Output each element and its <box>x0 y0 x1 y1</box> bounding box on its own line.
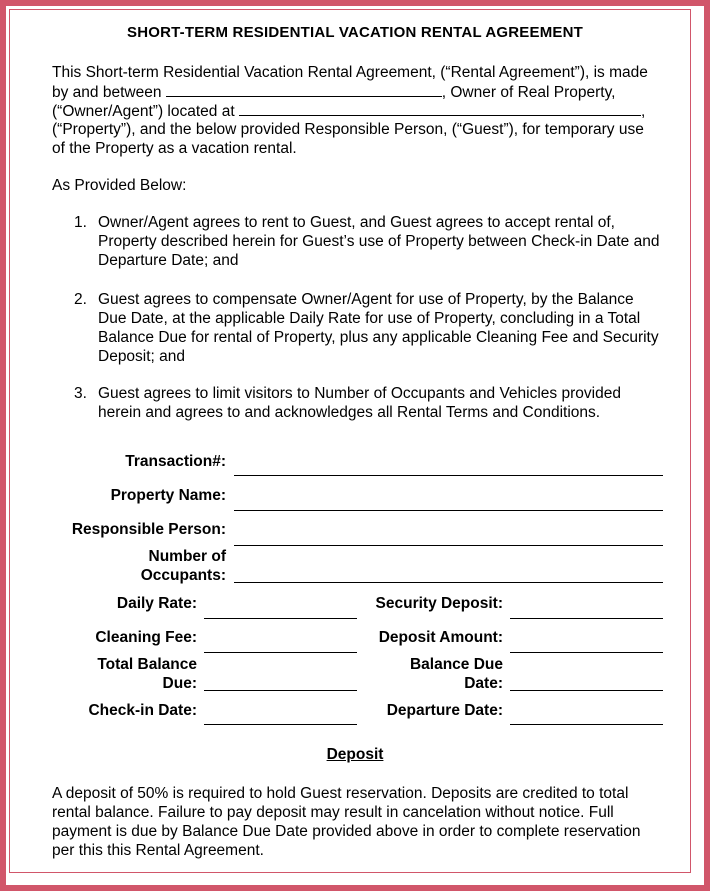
list-line: Guest agrees to compensate Owner/Agent for use of Property, by the Balance <box>98 291 634 308</box>
list-line: Deposit; and <box>98 348 186 365</box>
intro-line-5: of the Property as a vacation rental. <box>52 140 297 157</box>
deposit-line: payment is due by Balance Due Date provided above in order to complete reservation <box>52 823 641 840</box>
list-line: Balance Due for rental of Property, plus any applicable Cleaning Fee and Security <box>98 329 659 346</box>
intro-line-4: (“Property”), and the below provided Responsible Person, (“Guest”), for temporary use <box>52 121 644 138</box>
balance-due-field[interactable] <box>510 690 663 691</box>
list-line: Property described herein for Guest’s use of Property between Check-in Date and <box>98 233 660 250</box>
intro-line-2 <box>52 82 662 102</box>
list-line: Due Date, at the applicable Daily Rate for use of Property, concluding in a Total <box>98 310 641 327</box>
deposit-heading: Deposit <box>326 746 384 763</box>
occupants-label-line-1: Number of <box>148 548 226 565</box>
document-title: SHORT-TERM RESIDENTIAL VACATION RENTAL AGREEMENT <box>127 24 583 41</box>
occupants-field[interactable] <box>234 582 663 583</box>
security-deposit-label: Security Deposit: <box>375 595 503 612</box>
deposit-line: A deposit of 50% is required to hold Guest reservation. Deposits are credited to total <box>52 785 629 802</box>
list-number: 2. <box>74 291 87 308</box>
property-location-blank[interactable] <box>239 101 641 116</box>
occupants-label-line-2: Occupants: <box>140 567 226 584</box>
balance-due-label-line-1: Balance Due <box>409 656 503 673</box>
list-line: Guest agrees to limit visitors to Number of Occupants and Vehicles provided <box>98 385 621 402</box>
intro-line-1: This Short-term Residential Vacation Rental Agreement, (“Rental Agreement”), is made <box>52 64 648 81</box>
deposit-paragraph <box>52 784 672 860</box>
list-line: Departure Date; and <box>98 252 239 269</box>
balance-due-label-line-2: Date: <box>464 675 503 692</box>
property-name-label: Property Name: <box>110 487 226 504</box>
list-line: Owner/Agent agrees to rent to Guest, and Guest agrees to accept rental of, <box>98 214 615 231</box>
deposit-amount-label: Deposit Amount: <box>378 629 503 646</box>
deposit-amount-field[interactable] <box>510 652 663 653</box>
departure-label: Departure Date: <box>386 702 503 719</box>
list-number: 3. <box>74 385 87 402</box>
security-deposit-field[interactable] <box>510 618 663 619</box>
transaction-field[interactable] <box>234 475 663 476</box>
intro-line-3-start: (“Owner/Agent”) located at <box>52 103 235 120</box>
occupants-label <box>141 547 226 585</box>
responsible-person-field[interactable] <box>234 545 663 546</box>
total-balance-label-line-2: Due: <box>162 675 197 692</box>
checkin-field[interactable] <box>204 724 357 725</box>
owner-name-blank[interactable] <box>166 82 442 97</box>
deposit-line: per this this Rental Agreement. <box>52 842 264 859</box>
as-provided-label: As Provided Below: <box>52 177 187 194</box>
daily-rate-field[interactable] <box>204 618 357 619</box>
list-line: herein and agrees to and acknowledges all Rental Terms and Conditions. <box>98 404 601 421</box>
total-balance-label <box>97 655 197 693</box>
list-number: 1. <box>74 214 87 231</box>
responsible-person-label: Responsible Person: <box>71 521 226 538</box>
checkin-label: Check-in Date: <box>88 702 197 719</box>
intro-line-2-end: , Owner of Real Property, <box>441 84 616 101</box>
departure-field[interactable] <box>510 724 663 725</box>
daily-rate-label: Daily Rate: <box>116 595 197 612</box>
balance-due-label <box>410 655 503 693</box>
transaction-label: Transaction#: <box>125 453 226 470</box>
property-name-field[interactable] <box>234 510 663 511</box>
intro-line-3 <box>52 101 662 121</box>
cleaning-fee-label: Cleaning Fee: <box>95 629 197 646</box>
intro-line-3-end: , <box>640 103 646 120</box>
deposit-line: rental balance. Failure to pay deposit may result in cancelation without notice. Full <box>52 804 614 821</box>
total-balance-label-line-1: Total Balance <box>97 656 197 673</box>
intro-line-2-start: by and between <box>52 84 162 101</box>
total-balance-field[interactable] <box>204 690 357 691</box>
cleaning-fee-field[interactable] <box>204 652 357 653</box>
